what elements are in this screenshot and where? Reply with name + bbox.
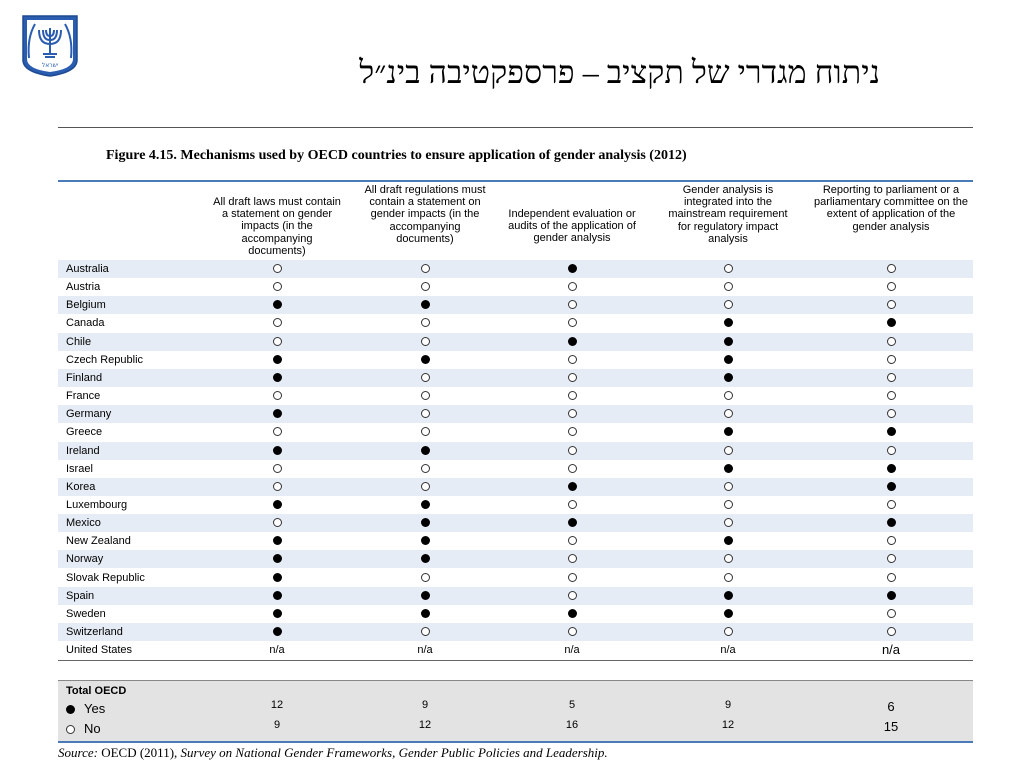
filled-circle-icon: [568, 609, 577, 618]
country-name: Chile: [66, 335, 92, 348]
figure-title: Mechanisms used by OECD countries to ensure application of gender analysis (2012): [180, 148, 687, 163]
country-name: Norway: [66, 553, 104, 566]
empty-circle-icon: [421, 482, 430, 491]
empty-circle-icon: [887, 409, 896, 418]
column-header: Reporting to parliament or a parliamentary committee on the extent of application of the gender analysis: [813, 184, 969, 233]
empty-circle-icon: [568, 500, 577, 509]
empty-circle-icon: [724, 409, 733, 418]
table-row: [58, 496, 973, 514]
empty-circle-icon: [887, 373, 896, 382]
filled-circle-icon: [724, 355, 733, 364]
filled-circle-icon: [568, 337, 577, 346]
empty-circle-icon: [887, 355, 896, 364]
column-header: Independent evaluation or audits of the application of gender analysis: [508, 208, 636, 245]
empty-circle-icon: [421, 627, 430, 636]
totals-no-value: 12: [418, 719, 432, 731]
empty-circle-icon: [273, 391, 282, 400]
empty-circle-icon: [421, 264, 430, 273]
source-title: Survey on National Gender Frameworks, Gender Public Policies and Leadership.: [180, 745, 608, 760]
empty-circle-icon: [724, 573, 733, 582]
filled-circle-icon: [724, 318, 733, 327]
empty-circle-icon: [273, 318, 282, 327]
table-row: [58, 369, 973, 387]
na-cell: n/a: [564, 644, 580, 657]
filled-circle-icon: [724, 464, 733, 473]
empty-circle-icon: [724, 391, 733, 400]
empty-circle-icon: [887, 282, 896, 291]
table-row: [58, 405, 973, 423]
filled-circle-icon: [724, 427, 733, 436]
empty-circle-icon: [421, 409, 430, 418]
filled-circle-icon: [724, 609, 733, 618]
filled-circle-icon: [273, 500, 282, 509]
empty-circle-icon: [568, 573, 577, 582]
filled-circle-icon: [568, 518, 577, 527]
filled-circle-icon: [273, 536, 282, 545]
country-name: Spain: [66, 589, 95, 602]
empty-circle-icon: [887, 536, 896, 545]
empty-circle-icon: [568, 355, 577, 364]
empty-circle-icon: [273, 464, 282, 473]
table-row: [58, 314, 973, 332]
filled-circle-icon: [568, 264, 577, 273]
table-row: [58, 605, 973, 623]
filled-circle-icon: [273, 355, 282, 364]
country-name: Luxembourg: [66, 498, 128, 511]
table-bottom-rule: [58, 660, 973, 661]
empty-circle-icon: [724, 500, 733, 509]
empty-circle-icon: [568, 300, 577, 309]
figure-caption: [106, 147, 687, 165]
figure-number: Figure 4.15.: [106, 148, 177, 163]
divider: [58, 127, 973, 128]
country-name: Mexico: [66, 517, 101, 530]
empty-circle-icon: [887, 554, 896, 563]
country-name: Greece: [66, 426, 103, 439]
na-cell: n/a: [720, 644, 736, 657]
filled-circle-icon: [421, 518, 430, 527]
filled-circle-icon: [273, 573, 282, 582]
svg-text:ישראל: ישראל: [41, 62, 59, 69]
empty-circle-icon: [568, 282, 577, 291]
filled-circle-icon: [273, 300, 282, 309]
table-row: [58, 333, 973, 351]
filled-circle-icon: [421, 554, 430, 563]
state-emblem-logo: [19, 14, 81, 78]
country-name: Austria: [66, 281, 101, 294]
na-cell: n/a: [417, 644, 433, 657]
country-name: Czech Republic: [66, 353, 144, 366]
table-row: [58, 623, 973, 641]
filled-circle-icon: [273, 591, 282, 600]
country-name: New Zealand: [66, 535, 131, 548]
filled-circle-icon: [724, 591, 733, 600]
filled-circle-icon: [273, 609, 282, 618]
source-divider: [58, 741, 973, 743]
totals-yes-value: 6: [887, 699, 895, 714]
empty-circle-icon: [568, 318, 577, 327]
empty-circle-icon: [724, 282, 733, 291]
empty-circle-icon: [887, 300, 896, 309]
totals-label: Total OECD: [66, 685, 127, 697]
filled-circle-icon: [273, 373, 282, 382]
empty-circle-icon: [724, 518, 733, 527]
column-header: All draft regulations must contain a statement on gender impacts (in the accompanying documents): [364, 184, 486, 245]
empty-circle-icon: [273, 482, 282, 491]
empty-circle-icon: [421, 391, 430, 400]
filled-circle-icon: [421, 591, 430, 600]
totals-section: [58, 680, 973, 743]
empty-circle-icon: [724, 482, 733, 491]
country-name: Slovak Republic: [66, 571, 145, 584]
totals-yes-value: 12: [270, 699, 284, 711]
totals-no-value: 9: [273, 719, 281, 731]
empty-circle-icon: [273, 264, 282, 273]
filled-circle-icon: [887, 464, 896, 473]
filled-circle-icon: [887, 482, 896, 491]
table-row: [58, 351, 973, 369]
table-row: [58, 532, 973, 550]
filled-circle-icon: [421, 609, 430, 618]
filled-circle-icon: [421, 536, 430, 545]
empty-circle-icon: [887, 391, 896, 400]
table-top-rule: [58, 180, 973, 182]
totals-no-value: 12: [721, 719, 735, 731]
filled-circle-icon: [724, 373, 733, 382]
column-header: All draft laws must contain a statement on gender impacts (in the accompanying documents): [213, 196, 341, 257]
filled-circle-icon: [724, 337, 733, 346]
empty-circle-icon: [273, 337, 282, 346]
empty-circle-icon: [568, 464, 577, 473]
table-row: [58, 641, 973, 659]
empty-circle-icon: [421, 427, 430, 436]
source-label: Source:: [58, 745, 98, 760]
empty-circle-icon: [568, 536, 577, 545]
country-name: Israel: [66, 462, 93, 475]
totals-yes-value: 9: [421, 699, 429, 711]
country-name: Korea: [66, 480, 96, 493]
filled-circle-icon: [724, 536, 733, 545]
filled-circle-icon: [887, 518, 896, 527]
table-row: [58, 460, 973, 478]
filled-circle-icon: [273, 446, 282, 455]
filled-circle-icon: [887, 591, 896, 600]
empty-circle-icon: [887, 446, 896, 455]
table-row: [58, 587, 973, 605]
source-org: OECD (2011),: [101, 745, 178, 760]
empty-circle-icon: [568, 446, 577, 455]
totals-yes-value: 5: [568, 699, 576, 711]
empty-circle-icon: [568, 391, 577, 400]
country-name: Switzerland: [66, 626, 123, 638]
country-name: United States: [66, 644, 133, 657]
country-name: Finland: [66, 371, 103, 384]
filled-circle-icon: [421, 355, 430, 364]
country-name: Sweden: [66, 607, 106, 620]
table-row: [58, 260, 973, 278]
filled-circle-icon: [273, 627, 282, 636]
table-row: [58, 550, 973, 568]
empty-circle-icon: [568, 373, 577, 382]
country-name: Belgium: [66, 299, 106, 312]
empty-circle-icon: [273, 427, 282, 436]
table-row: [58, 478, 973, 496]
filled-circle-icon: [273, 554, 282, 563]
filled-circle-icon: [568, 482, 577, 491]
filled-circle-icon: [421, 500, 430, 509]
empty-circle-icon: [568, 427, 577, 436]
empty-circle-icon: [724, 554, 733, 563]
country-name: Germany: [66, 408, 112, 421]
empty-circle-icon: [421, 282, 430, 291]
totals-yes-label: Yes: [84, 701, 106, 716]
filled-circle-icon: [273, 409, 282, 418]
table-row: [58, 387, 973, 405]
empty-circle-icon: [421, 337, 430, 346]
totals-yes-value: 9: [724, 699, 732, 711]
empty-circle-icon: [568, 591, 577, 600]
empty-circle-icon: [724, 627, 733, 636]
empty-circle-icon: [273, 282, 282, 291]
filled-circle-icon: [887, 318, 896, 327]
slide-title: ניתוח מגדרי של תקציב – פרספקטיבה בינ״ל: [359, 54, 880, 90]
empty-circle-icon: [887, 264, 896, 273]
totals-no-value: 15: [883, 719, 899, 734]
empty-circle-icon: [887, 609, 896, 618]
filled-circle-icon: [887, 427, 896, 436]
empty-circle-icon: [568, 554, 577, 563]
empty-circle-icon: [887, 627, 896, 636]
empty-circle-icon: [568, 409, 577, 418]
empty-circle-icon: [421, 573, 430, 582]
na-cell: n/a: [881, 642, 901, 658]
totals-no-value: 16: [565, 719, 579, 731]
country-name: Canada: [66, 317, 105, 330]
empty-circle-icon: [724, 446, 733, 455]
table-row: [58, 423, 973, 441]
totals-no-label: No: [84, 721, 101, 736]
empty-circle-icon: [724, 264, 733, 273]
table-row: [58, 278, 973, 296]
country-name: Australia: [66, 263, 109, 275]
empty-circle-icon: [887, 500, 896, 509]
empty-circle-icon: [421, 373, 430, 382]
country-name: Ireland: [66, 444, 100, 457]
empty-circle-icon: [724, 300, 733, 309]
table-row: [58, 442, 973, 460]
source-note: [58, 745, 608, 761]
column-header: Gender analysis is integrated into the mainstream requirement for regulatory impact analysis: [668, 184, 788, 245]
filled-circle-icon: [421, 446, 430, 455]
table-row: [58, 514, 973, 532]
empty-circle-icon: [421, 318, 430, 327]
empty-circle-icon: [568, 627, 577, 636]
table-row: [58, 296, 973, 314]
filled-circle-icon: [66, 705, 75, 714]
filled-circle-icon: [421, 300, 430, 309]
country-name: France: [66, 390, 101, 403]
empty-circle-icon: [66, 725, 75, 734]
empty-circle-icon: [887, 573, 896, 582]
empty-circle-icon: [887, 337, 896, 346]
na-cell: n/a: [269, 644, 285, 657]
empty-circle-icon: [273, 518, 282, 527]
empty-circle-icon: [421, 464, 430, 473]
table-row: [58, 569, 973, 587]
